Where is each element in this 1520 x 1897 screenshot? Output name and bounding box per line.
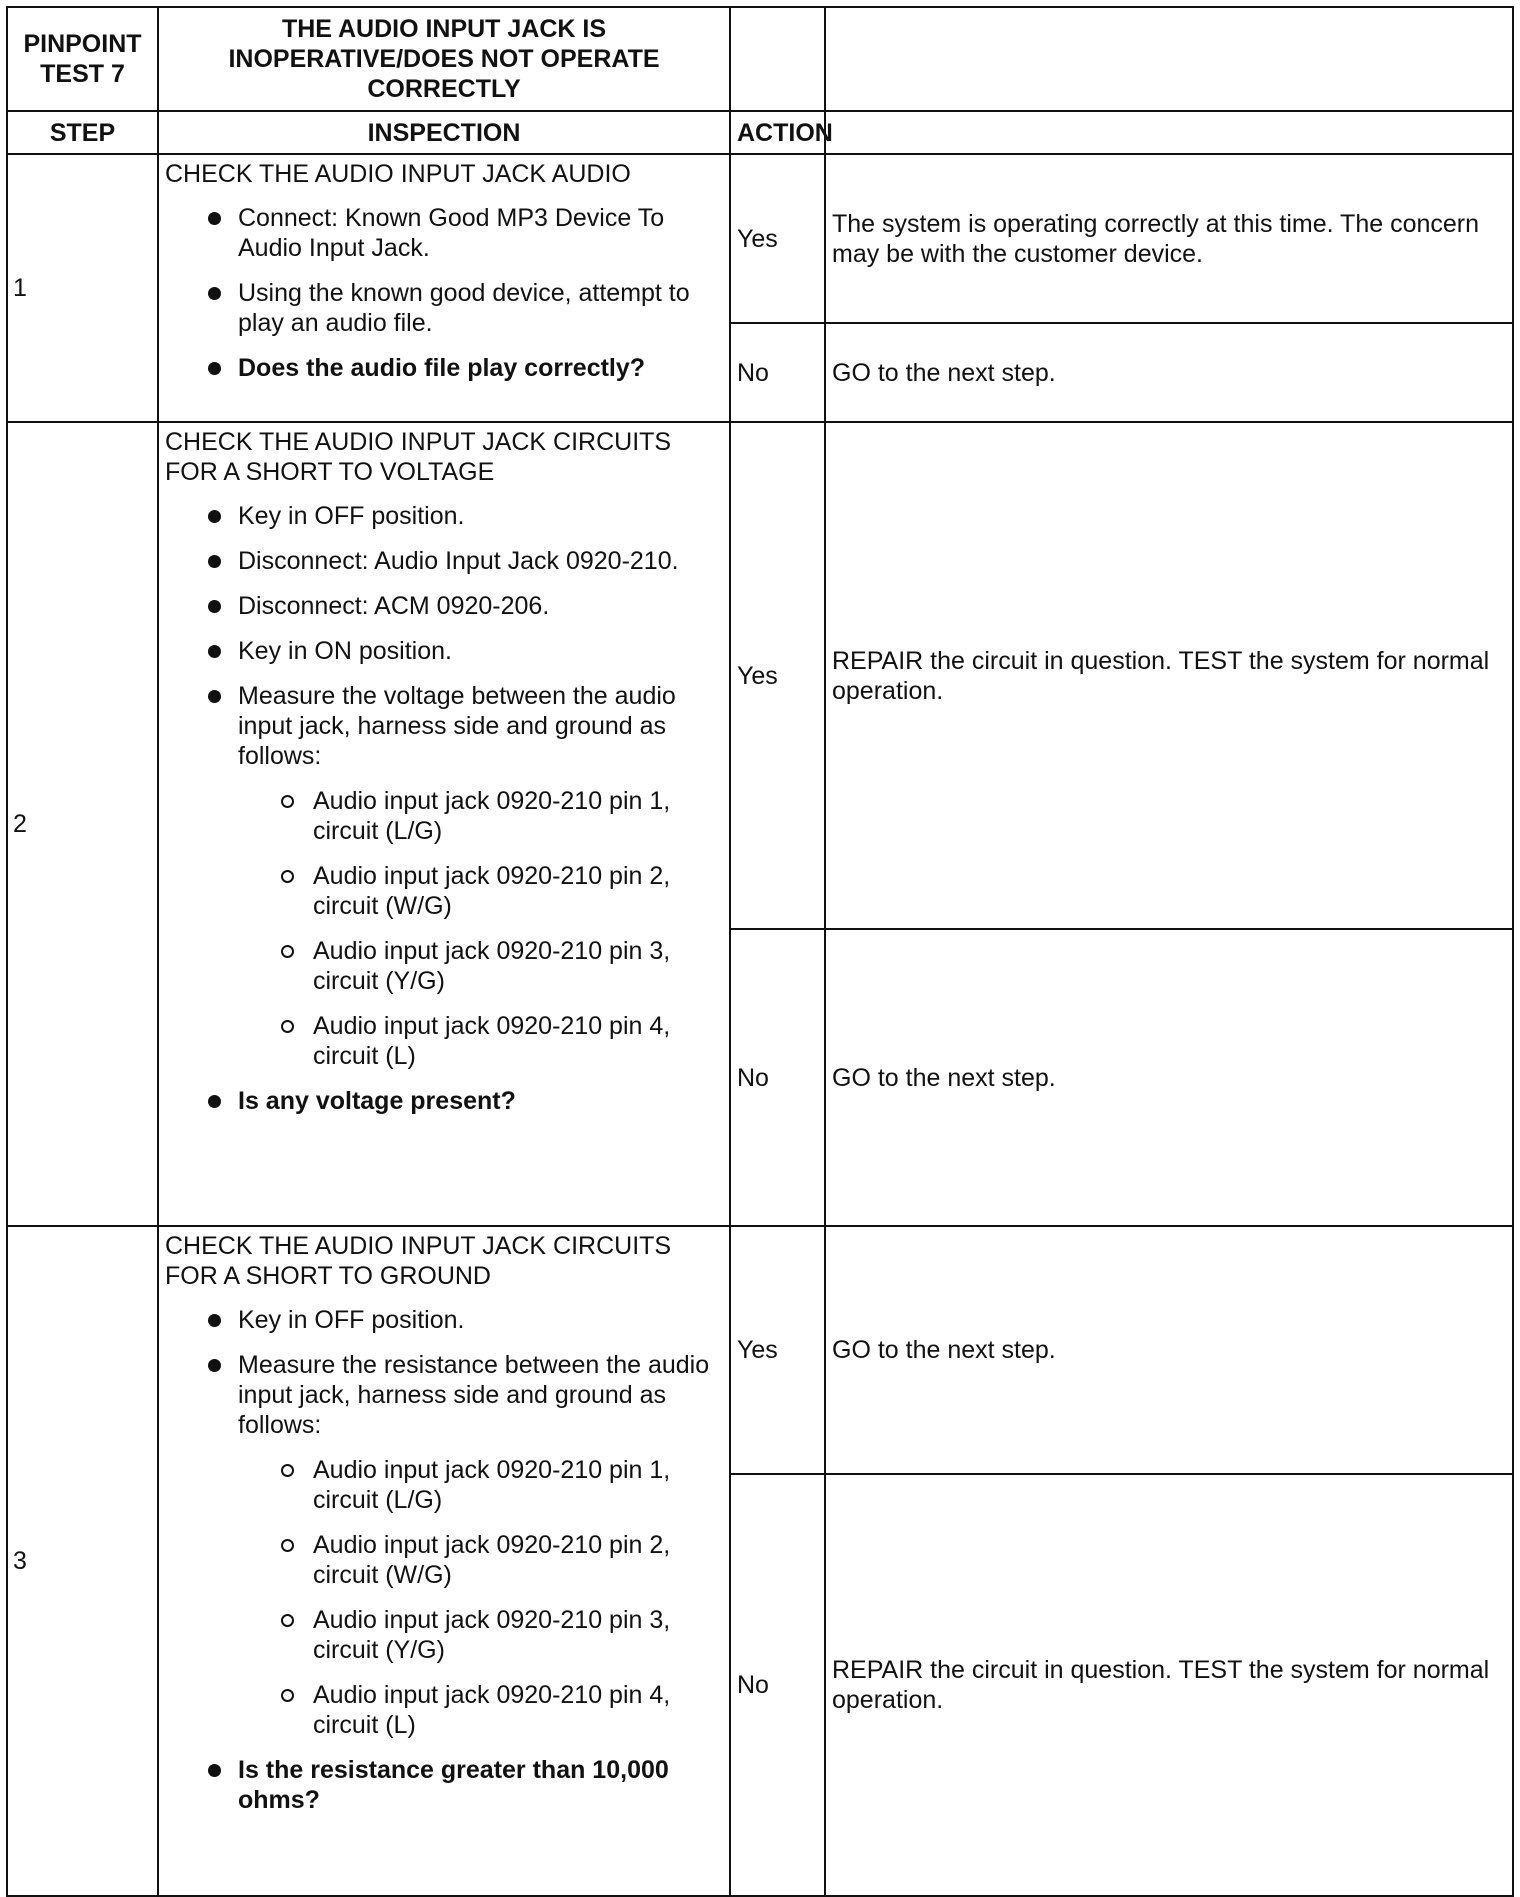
step-inspection: [158, 154, 730, 422]
title-empty-cell: [825, 7, 1513, 111]
step-title: CHECK THE AUDIO INPUT JACK AUDIO: [165, 160, 631, 188]
bullet-item: [165, 1350, 723, 1740]
test-title: THE AUDIO INPUT JACK IS INOPERATIVE/DOES NOT OPERATE CORRECTLY: [158, 7, 730, 111]
result-no: REPAIR the circuit in question. TEST the system for normal operation.: [825, 1474, 1513, 1896]
title-empty-cell: [730, 7, 825, 111]
step-number: 3: [7, 1226, 158, 1896]
action-no: No: [730, 1474, 825, 1896]
pinpoint-test-page: [6, 6, 1514, 1897]
column-header-result: [825, 111, 1513, 154]
sub-bullet-item: Audio input jack 0920-210 pin 1, circuit (L/G): [238, 786, 723, 846]
result-no: GO to the next step.: [825, 929, 1513, 1226]
bullet-list: [165, 501, 723, 1116]
step-number: 2: [7, 422, 158, 1226]
bullet-item: [165, 681, 723, 1071]
step-number: 1: [7, 154, 158, 422]
title-row: [7, 7, 1513, 111]
bullet-item: Using the known good device, attempt to play an audio file.: [165, 278, 723, 338]
sub-bullet-list: [238, 1455, 723, 1740]
step-1-yes-row: [7, 154, 1513, 323]
column-header-action: ACTION: [730, 111, 825, 154]
step-question: Is any voltage present?: [165, 1086, 723, 1116]
result-yes: GO to the next step.: [825, 1226, 1513, 1474]
bullet-list: [165, 203, 723, 383]
step-title: CHECK THE AUDIO INPUT JACK CIRCUITS FOR A SHORT TO VOLTAGE: [165, 428, 672, 486]
sub-bullet-item: Audio input jack 0920-210 pin 2, circuit (W/G): [238, 1530, 723, 1590]
step-2-yes-row: [7, 422, 1513, 929]
bullet-item: Key in OFF position.: [165, 1305, 723, 1335]
bullet-item: Disconnect: Audio Input Jack 0920-210.: [165, 546, 723, 576]
sub-bullet-item: Audio input jack 0920-210 pin 1, circuit (L/G): [238, 1455, 723, 1515]
step-3-yes-row: [7, 1226, 1513, 1474]
sub-bullet-item: Audio input jack 0920-210 pin 2, circuit (W/G): [238, 861, 723, 921]
action-no: No: [730, 323, 825, 422]
column-header-step: STEP: [7, 111, 158, 154]
sub-bullet-list: [238, 786, 723, 1071]
test-id: PINPOINT TEST 7: [7, 7, 158, 111]
action-yes: Yes: [730, 422, 825, 929]
sub-bullet-item: Audio input jack 0920-210 pin 4, circuit (L): [238, 1011, 723, 1071]
step-question: Is the resistance greater than 10,000 ohms?: [165, 1755, 723, 1815]
column-header-inspection: INSPECTION: [158, 111, 730, 154]
result-yes: REPAIR the circuit in question. TEST the system for normal operation.: [825, 422, 1513, 929]
bullet-item: Key in ON position.: [165, 636, 723, 666]
result-no: GO to the next step.: [825, 323, 1513, 422]
step-title: CHECK THE AUDIO INPUT JACK CIRCUITS FOR A SHORT TO GROUND: [165, 1232, 672, 1290]
step-question: Does the audio file play correctly?: [165, 353, 723, 383]
step-inspection: [158, 1226, 730, 1896]
pinpoint-test-table: [6, 6, 1514, 1897]
column-header-row: [7, 111, 1513, 154]
bullet-text: Measure the voltage between the audio input jack, harness side and ground as follows:: [238, 682, 676, 770]
sub-bullet-item: Audio input jack 0920-210 pin 3, circuit (Y/G): [238, 936, 723, 996]
action-yes: Yes: [730, 154, 825, 323]
sub-bullet-item: Audio input jack 0920-210 pin 4, circuit (L): [238, 1680, 723, 1740]
sub-bullet-item: Audio input jack 0920-210 pin 3, circuit (Y/G): [238, 1605, 723, 1665]
result-yes: The system is operating correctly at this time. The concern may be with the customer device.: [825, 154, 1513, 323]
bullet-text: Measure the resistance between the audio input jack, harness side and ground as follows:: [238, 1351, 710, 1439]
bullet-item: Key in OFF position.: [165, 501, 723, 531]
action-yes: Yes: [730, 1226, 825, 1474]
bullet-item: Disconnect: ACM 0920-206.: [165, 591, 723, 621]
bullet-list: [165, 1305, 723, 1815]
step-inspection: [158, 422, 730, 1226]
bullet-item: Connect: Known Good MP3 Device To Audio Input Jack.: [165, 203, 723, 263]
action-no: No: [730, 929, 825, 1226]
